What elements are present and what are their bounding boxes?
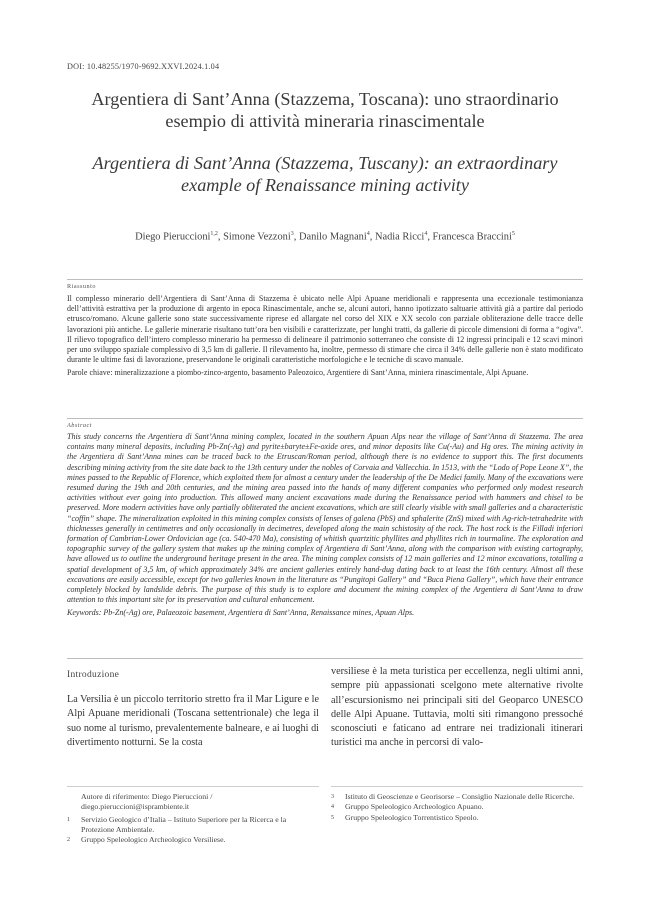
- footnote-number: 4: [331, 804, 334, 811]
- riassunto-section: [67, 294, 583, 379]
- intro-paragraph: versiliese è la meta turistica per eccellenza, negli ultimi anni, sempre più appassionati scelgono mete alternative rivolte all’escursionismo nei principali siti del Geoparco UNESCO delle Alpi Apuane. Tuttavia, molti siti rimangono pressoché sconosciuti e faticano ad entrare nei tradizionali itinerari turistici ma anche in percorsi di valo-: [331, 666, 583, 749]
- author-name: Danilo Magnani: [298, 231, 367, 243]
- author-affiliation: 4: [424, 231, 428, 237]
- footnote-number: 1: [67, 816, 70, 823]
- riassunto-heading: Riassunto: [67, 283, 96, 290]
- footnote-divider: [331, 786, 583, 787]
- section-divider: [67, 658, 583, 659]
- footnote-text: Gruppo Speleologico Archeologico Versiliese.: [81, 835, 226, 845]
- author-list: Diego Pieruccioni$^{1,2}$, Simone Vezzoni$^3$, Danilo Magnani$^4$, Nadia Ricci$^4$, Francesca Braccini$^5$: [135, 231, 515, 243]
- author-affiliation: 3: [290, 231, 294, 237]
- corresponding-author-note[interactable]: Autore di riferimento: Diego Pieruccioni / diego.pieruccioni@isprambiente.it: [81, 792, 213, 812]
- footnote-text: Istituto di Geoscienze e Georisorse – Consiglio Nazionale delle Ricerche.: [345, 792, 575, 801]
- riassunto-keywords: Parole chiave: mineralizzazione a piombo-zinco-argento, basamento Paleozoico, Argentiere di Sant’Anna, miniera rinascimentale, Alpi Apuane.: [67, 368, 529, 378]
- abstract-keywords: Keywords: Pb-Zn(-Ag) ore, Palaeozoic basement, Argentiera di Sant’Anna, Renaissance mines, Apuan Alps.: [67, 608, 415, 618]
- abstract-heading: Abstract: [67, 422, 92, 429]
- abstract-body: This study concerns the Argentiera di Sant’Anna mining complex, located in the southern Apuan Alps near the village of Sant’Anna di Stazzema. The area contains many mineral deposits, including Pb-Zn(-Ag) and pyrite±baryte±Fe-oxide ores, and minor deposits like Cu(-Au) and Hg ores. The mining activity in the Argentiera di Sant’Anna mines can be traced back to the Etruscan/Roman period, although there is no evidence to support this. The first documents describing mining activity from the site date back to the 13th century under the nobles of Corvaia and Vallecchia. In 1513, with the “Lodo of Pope Leone X”, the mines passed to the Republic of Florence, which exploited them for almost a century under the leadership of the De Medici family. Many of the excavations were resumed during the 19th and 20th centuries, and the mining area passed into the hands of many different companies who performed only modest research activities without ever going into production. This allowed many ancient excavations made during the Renaissance period with hammers and chisel to be preserved. More modern activities have only partially obliterated the ancient excavations, which are still clearly visible with small galleries and a characteristic “coffin” shape. The mineralization exploited in this mining complex consists of lenses of galena (PbS) and sphalerite (ZnS) mixed with Ag-rich-tetrahedrite with thicknesses generally in centimetres and only occasionally in decimetres, developed along the main schistosity of the rock. The host rock is the Filladi inferiori formation of Cambrian-Lower Ordovician age (ca. 540-470 Ma), consisting of whitish quartzitic phyllites and phyllites rich in tourmaline. The exploration and topographic survey of the gallery system that makes up the mining complex of Argentiera di Sant’Anna, along with the comparison with existing cartography, have allowed us to outline the underground heritage present in the area. The mining complex consists of 12 main galleries and 12 minor excavations, totalling a spatial development of 3,5 km, of which approximately 34% are ancient galleries entirely hand-dug dating back to at least the 16th century. Almost all these excavations are easily accessible, except for two galleries known in the literature as “Pungitopi Gallery” and “Buca Piena Gallery”, which have their entrance completely blocked by landslide debris. The purpose of this study is to explore and document the mining complex of the Argentiera di Sant’Anna to draw attention to this important site for its preservation and cultural enhancement.: [67, 432, 583, 605]
- intro-column-left: [67, 693, 319, 750]
- section-divider: [67, 279, 583, 280]
- footnote-text: Gruppo Speleologico Archeologico Apuano.: [345, 802, 484, 812]
- author-affiliation: 4: [366, 231, 370, 237]
- footnotes-left: [67, 792, 312, 845]
- author-affiliation: 5: [511, 231, 515, 237]
- intro-paragraph: La Versilia è un piccolo territorio stretto fra il Mar Ligure e le Alpi Apuane meridionali (Toscana settentrionale) che lega il suo nome al turismo, prevalentemente balneare, e ai luoghi di divertimento notturni. Se la costa: [67, 694, 319, 748]
- author-name: Simone Vezzoni: [223, 231, 291, 243]
- title-italian: Argentiera di Sant’Anna (Stazzema, Toscana): uno straordinario esempio di attività mineraria rinascimentale: [91, 89, 559, 131]
- footnotes-right: [331, 792, 576, 823]
- author-name: Nadia Ricci: [374, 231, 425, 243]
- footnote-divider: [67, 786, 319, 787]
- title-english: Argentiera di Sant’Anna (Stazzema, Tuscany): an extraordinary example of Renaissance mining activity: [92, 153, 558, 195]
- footnote-number: 3: [331, 794, 334, 800]
- riassunto-body: Il complesso minerario dell’Argentiera di Sant’Anna di Stazzema è ubicato nelle Alpi Apuane meridionali e rappresenta una eccezionale testimonianza dell’attività estrattiva per la produzione di argento in epoca Rinascimentale, anche se, alcuni autori, hanno ipotizzato saltuarie attività già a partire dal periodo etrusco/romano. Alcune gallerie sono state successivamente riprese ed allargate nel corso del XIX e XX secolo con parziale obliterazione delle tracce delle lavorazioni più antiche. Le gallerie minerarie risultano tutt’ora ben visibili e caratterizzate, per lunghi tratti, da gallerie di piccole dimensioni di forma a “ogiva”. Il rilievo topografico dell’intero complesso minerario ha permesso di delineare il patrimonio sotterraneo che consiste di 12 ingressi principali e 12 scavi minori per uno sviluppo spaziale complessivo di 3,5 km di gallerie. Il rilevamento ha, inoltre, permesso di stimare che circa il 34% delle gallerie non è stato modificato durante le ultime fasi di lavorazione, preservandone le originali caratteristiche morfologiche e le tecniche di scavo manuale.: [67, 294, 583, 365]
- footnote-text: Gruppo Speleologico Torrentistico Speolo.: [345, 812, 479, 822]
- author-affiliation: 1,2: [210, 231, 218, 237]
- abstract-section: [67, 432, 583, 619]
- author-name: Francesca Braccini: [432, 231, 512, 243]
- section-divider: [67, 418, 583, 419]
- doi-line[interactable]: DOI: 10.48255/1970-9692.XXVI.2024.1.04: [67, 62, 220, 71]
- introduzione-heading: Introduzione: [67, 670, 120, 680]
- footnote-text: Servizio Geologico d’Italia – Istituto Superiore per la Ricerca e la Protezione Ambientale.: [81, 814, 287, 834]
- intro-column-right: [331, 665, 583, 751]
- footnote-number: 5: [331, 814, 334, 821]
- author-name: Diego Pieruccioni: [135, 231, 211, 243]
- footnote-number: 2: [67, 837, 70, 844]
